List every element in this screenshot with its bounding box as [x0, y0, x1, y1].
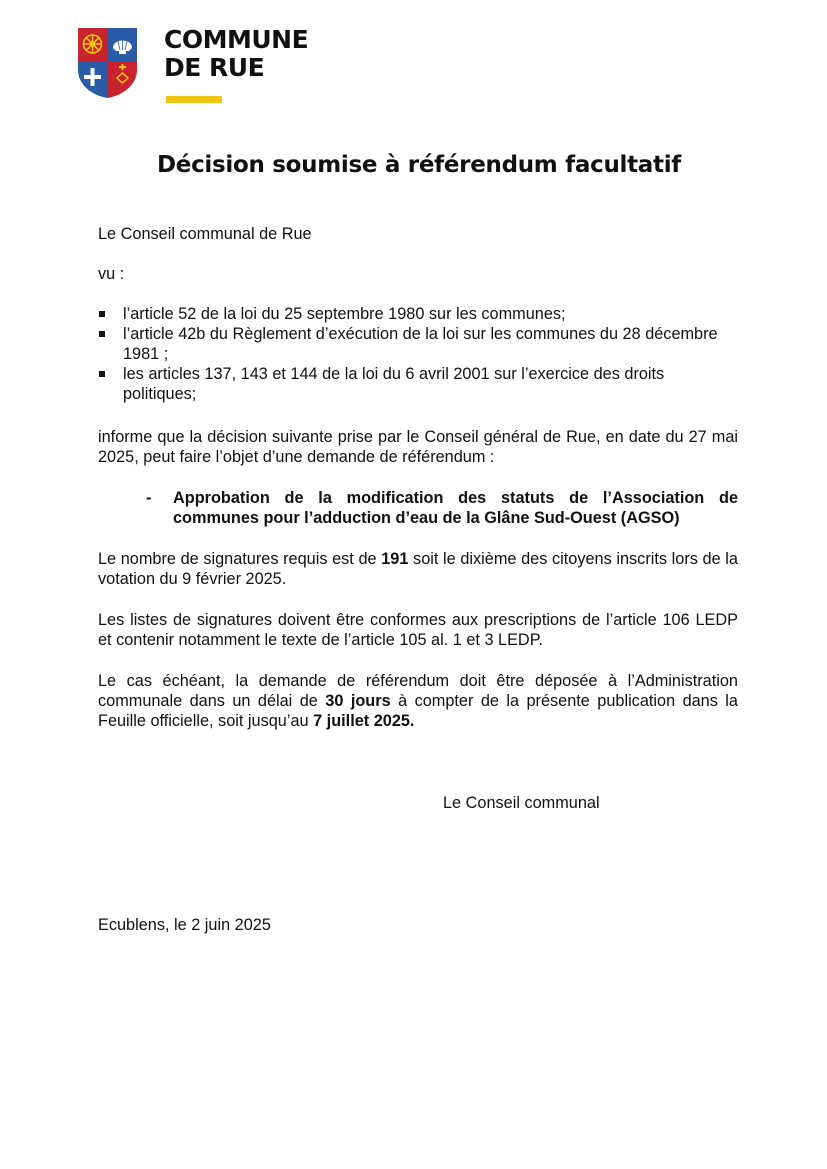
list-item-text: les articles 137, 143 et 144 de la loi du 6 avril 2001 sur l’exercice des droits politiques; — [123, 365, 665, 403]
bullet-square-icon — [99, 371, 105, 377]
bullet-square-icon — [99, 311, 105, 317]
list-item-text: l’article 52 de la loi du 25 septembre 1980 sur les communes; — [123, 305, 566, 323]
list-item — [98, 364, 738, 404]
commune-crest-logo — [77, 26, 138, 99]
deadline-text-part2: à compter de la présente publication dans la Feuille officielle, soit jusqu’au — [98, 692, 738, 730]
signatures-text-before: Le nombre de signatures requis est de — [98, 550, 382, 568]
list-item — [98, 304, 738, 324]
deadline-paragraph — [98, 671, 738, 731]
intro-line: Le Conseil communal de Rue — [98, 225, 312, 243]
signatures-paragraph — [98, 549, 738, 589]
deadline-date: 7 juillet 2025. — [313, 712, 415, 730]
inform-paragraph: informe que la décision suivante prise par le Conseil général de Rue, en date du 27 mai 2025, peut faire l’objet d’une demande de référendum : — [98, 428, 738, 466]
place-date: Ecublens, le 2 juin 2025 — [98, 916, 271, 934]
page-title: Décision soumise à référendum facultatif — [157, 152, 681, 178]
commune-name — [164, 26, 308, 82]
list-item-text: l’article 42b du Règlement d’exécution de la loi sur les communes du 28 décembre 1981 ; — [123, 325, 718, 363]
signatures-count: 191 — [381, 550, 409, 568]
list-item — [98, 324, 738, 364]
bullet-square-icon — [99, 331, 105, 337]
decision-dash: - — [146, 489, 152, 507]
legal-basis-list — [98, 304, 738, 404]
signature-line: Le Conseil communal — [443, 794, 600, 812]
vu-label: vu : — [98, 265, 125, 283]
signatures-text-after: soit le dixième des citoyens inscrits lors de la votation du 9 février 2025. — [98, 550, 738, 588]
deadline-text-part1: Le cas échéant, la demande de référendum doit être déposée à l’Administration communale dans un délai de — [98, 672, 738, 710]
lists-paragraph: Les listes de signatures doivent être conformes aux prescriptions de l’article 106 LEDP et contenir notamment le texte de l’article 105 al. 1 et 3 LEDP. — [98, 611, 738, 649]
deadline-days: 30 jours — [325, 692, 391, 710]
wheel-icon — [84, 35, 102, 53]
commune-name-line1: COMMUNE — [164, 25, 309, 54]
accent-bar — [166, 96, 222, 103]
decision-item — [146, 488, 738, 528]
commune-name-line2: DE RUE — [164, 53, 265, 82]
decision-text: Approbation de la modification des statuts de l’Association de communes pour l’adduction d’eau de la Glâne Sud-Ouest (AGSO) — [173, 489, 738, 527]
